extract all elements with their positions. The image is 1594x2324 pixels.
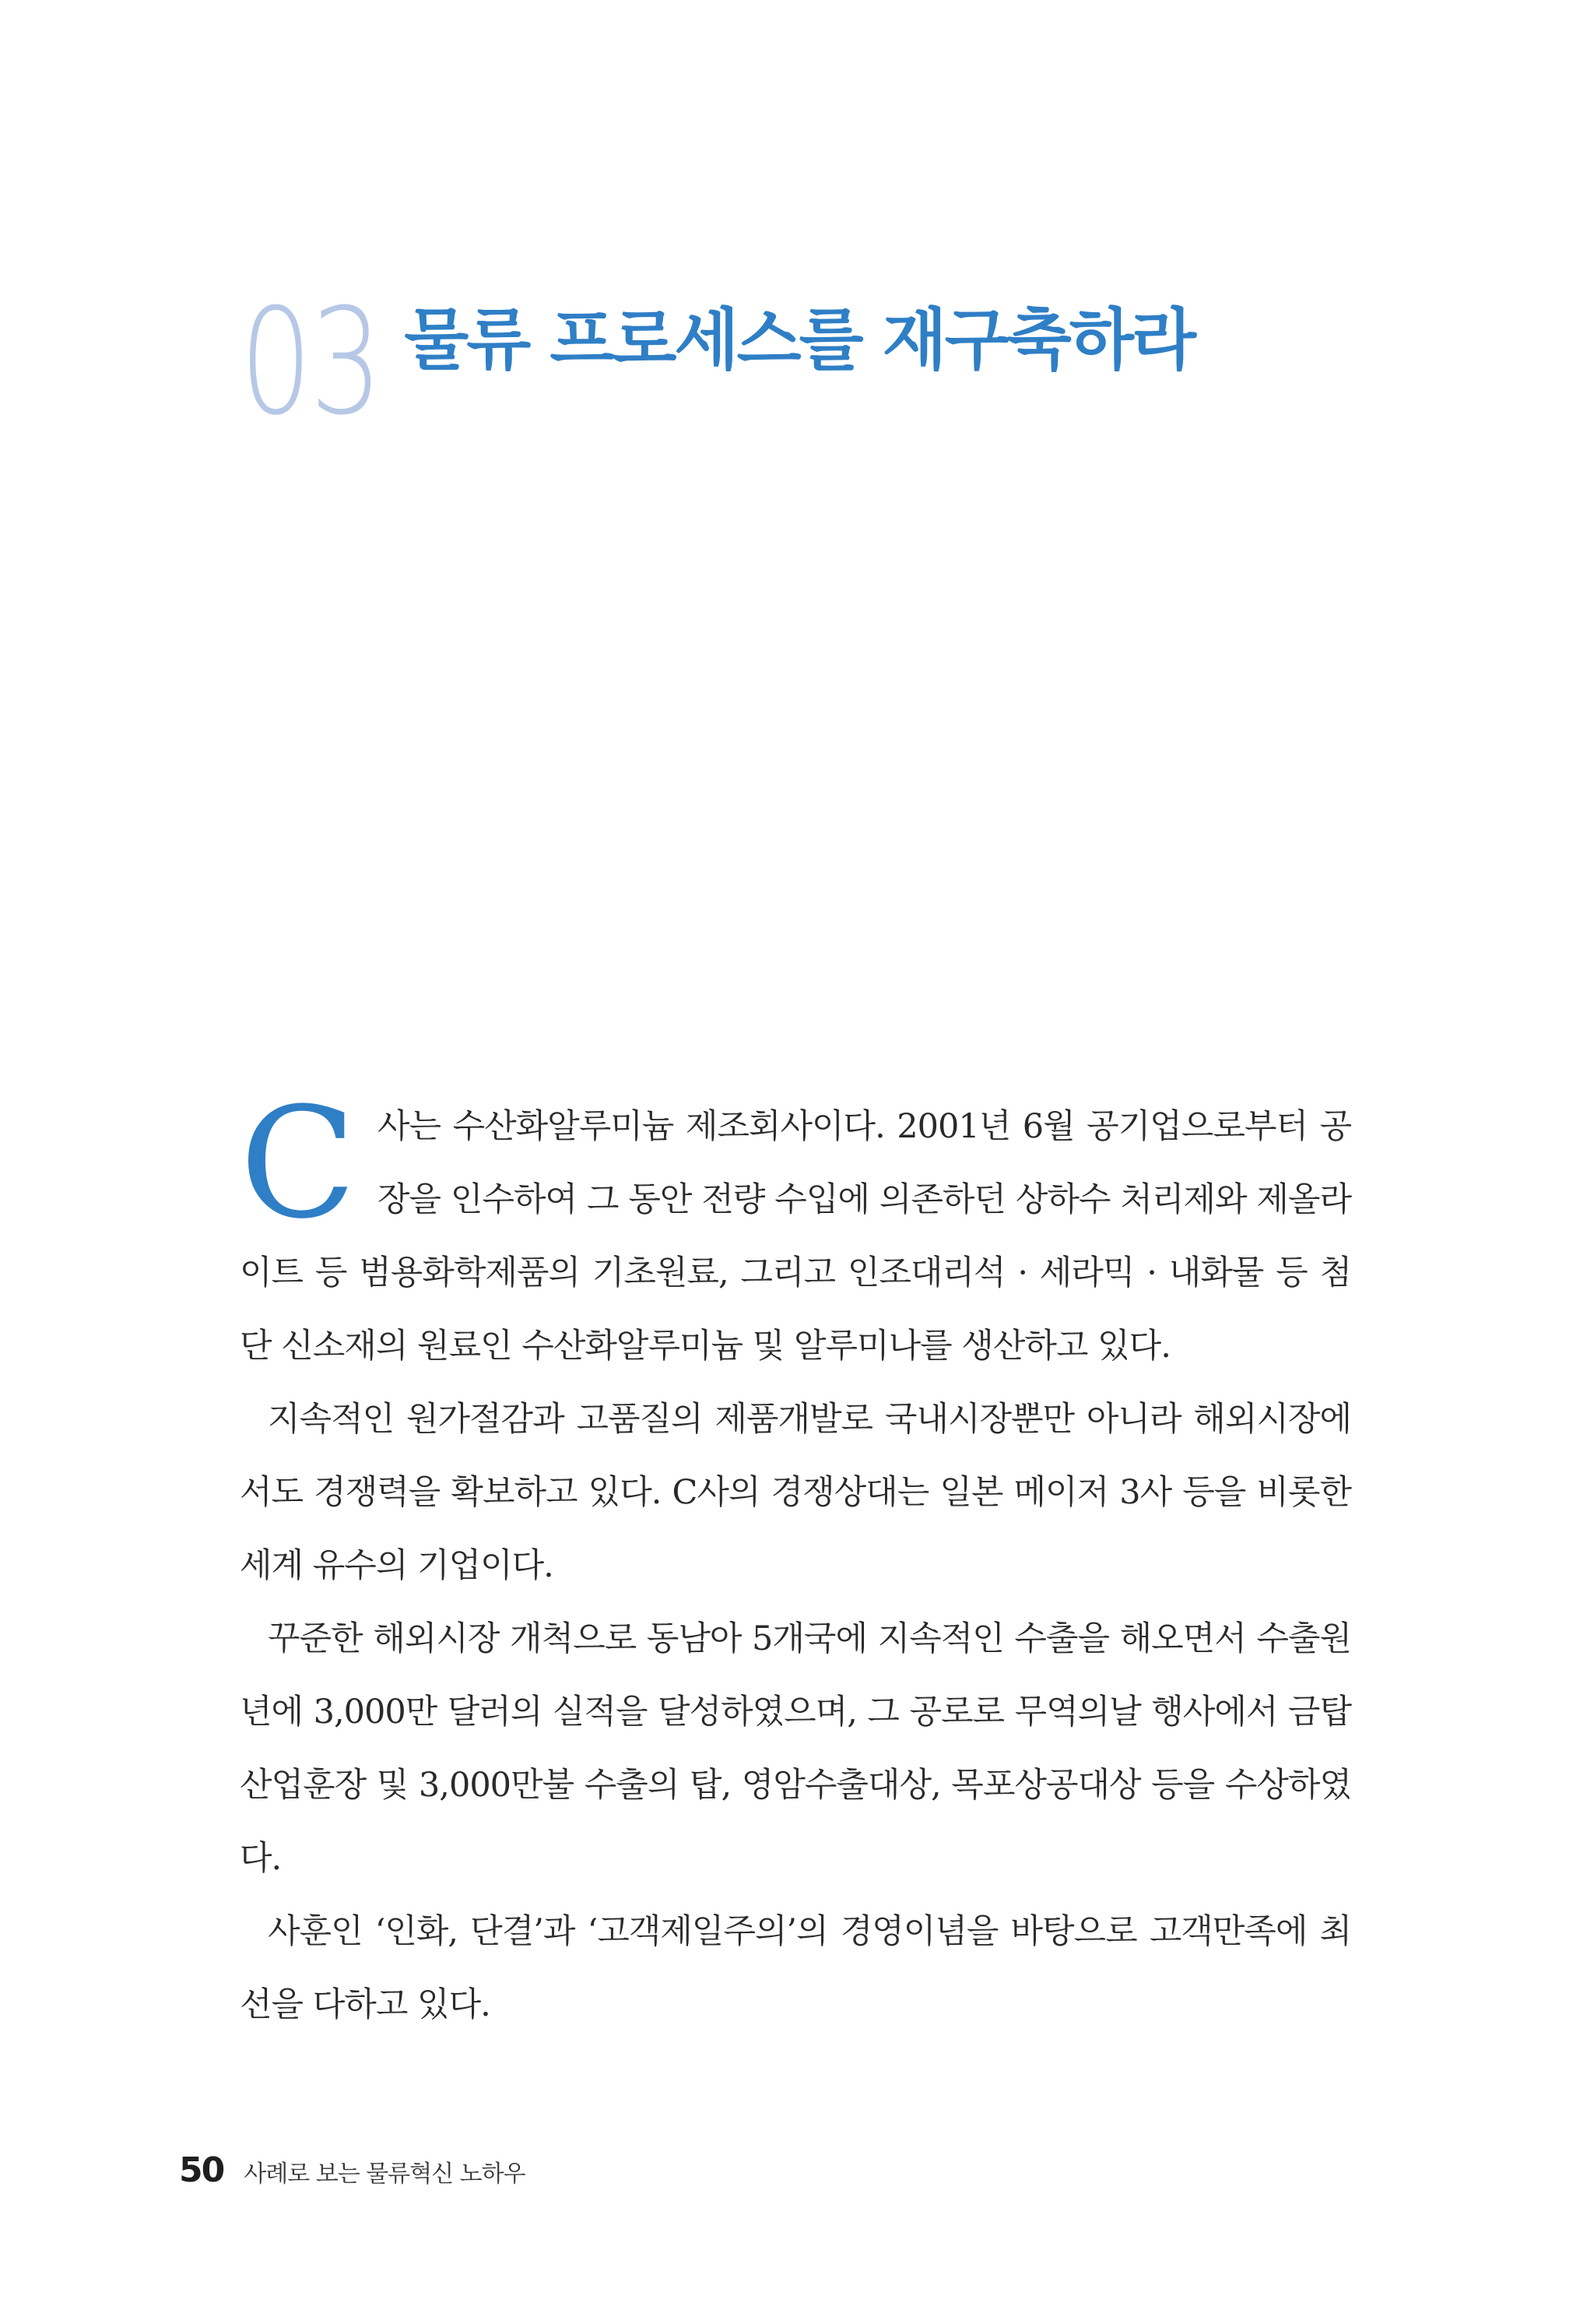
chapter-header — [240, 277, 1195, 448]
page-number: 50 — [179, 2150, 224, 2190]
paragraph-2: 지속적인 원가절감과 고품질의 제품개발로 국내시장뿐만 아니라 해외시장에서도 경쟁력을 확보하고 있다. C사의 경쟁상대는 일본 메이저 3사 등을 비롯한 세계 유수의 기업이다. — [240, 1400, 1351, 1585]
book-title: 사례로 보는 물류혁신 노하우 — [244, 2161, 525, 2188]
chapter-title: 물류 프로세스를 재구축하라 — [404, 301, 1195, 379]
page-footer — [179, 2150, 525, 2190]
paragraph-4: 사훈인 ‘인화, 단결’과 ‘고객제일주의’의 경영이념을 바탕으로 고객만족에 최선을 다하고 있다. — [240, 1912, 1351, 2024]
paragraph-3: 꾸준한 해외시장 개척으로 동남아 5개국에 지속적인 수출을 해오면서 수출원년에 3,000만 달러의 실적을 달성하였으며, 그 공로로 무역의날 행사에서 금탑산업훈장 및 3,000만불 수출의 탑, 영암수출대상, 목포상공대상 등을 수상하였다. — [240, 1619, 1351, 1878]
body-text — [240, 1075, 1351, 2041]
paragraph-1 — [240, 1075, 1351, 1383]
paragraph-1-text: 사는 수산화알루미늄 제조회사이다. 2001년 6월 공기업으로부터 공장을 인수하여 그 동안 전량 수입에 의존하던 상하수 처리제와 제올라이트 등 범용화학제품의 기초원료, 그리고 인조대리석 · 세라믹 · 내화물 등 첨단 신소재의 원료인 수산화알루미늄 및 알루미나를 생산하고 있다. — [240, 1107, 1351, 1366]
chapter-number: 03 — [240, 277, 381, 448]
dropcap: C — [240, 1075, 356, 1253]
